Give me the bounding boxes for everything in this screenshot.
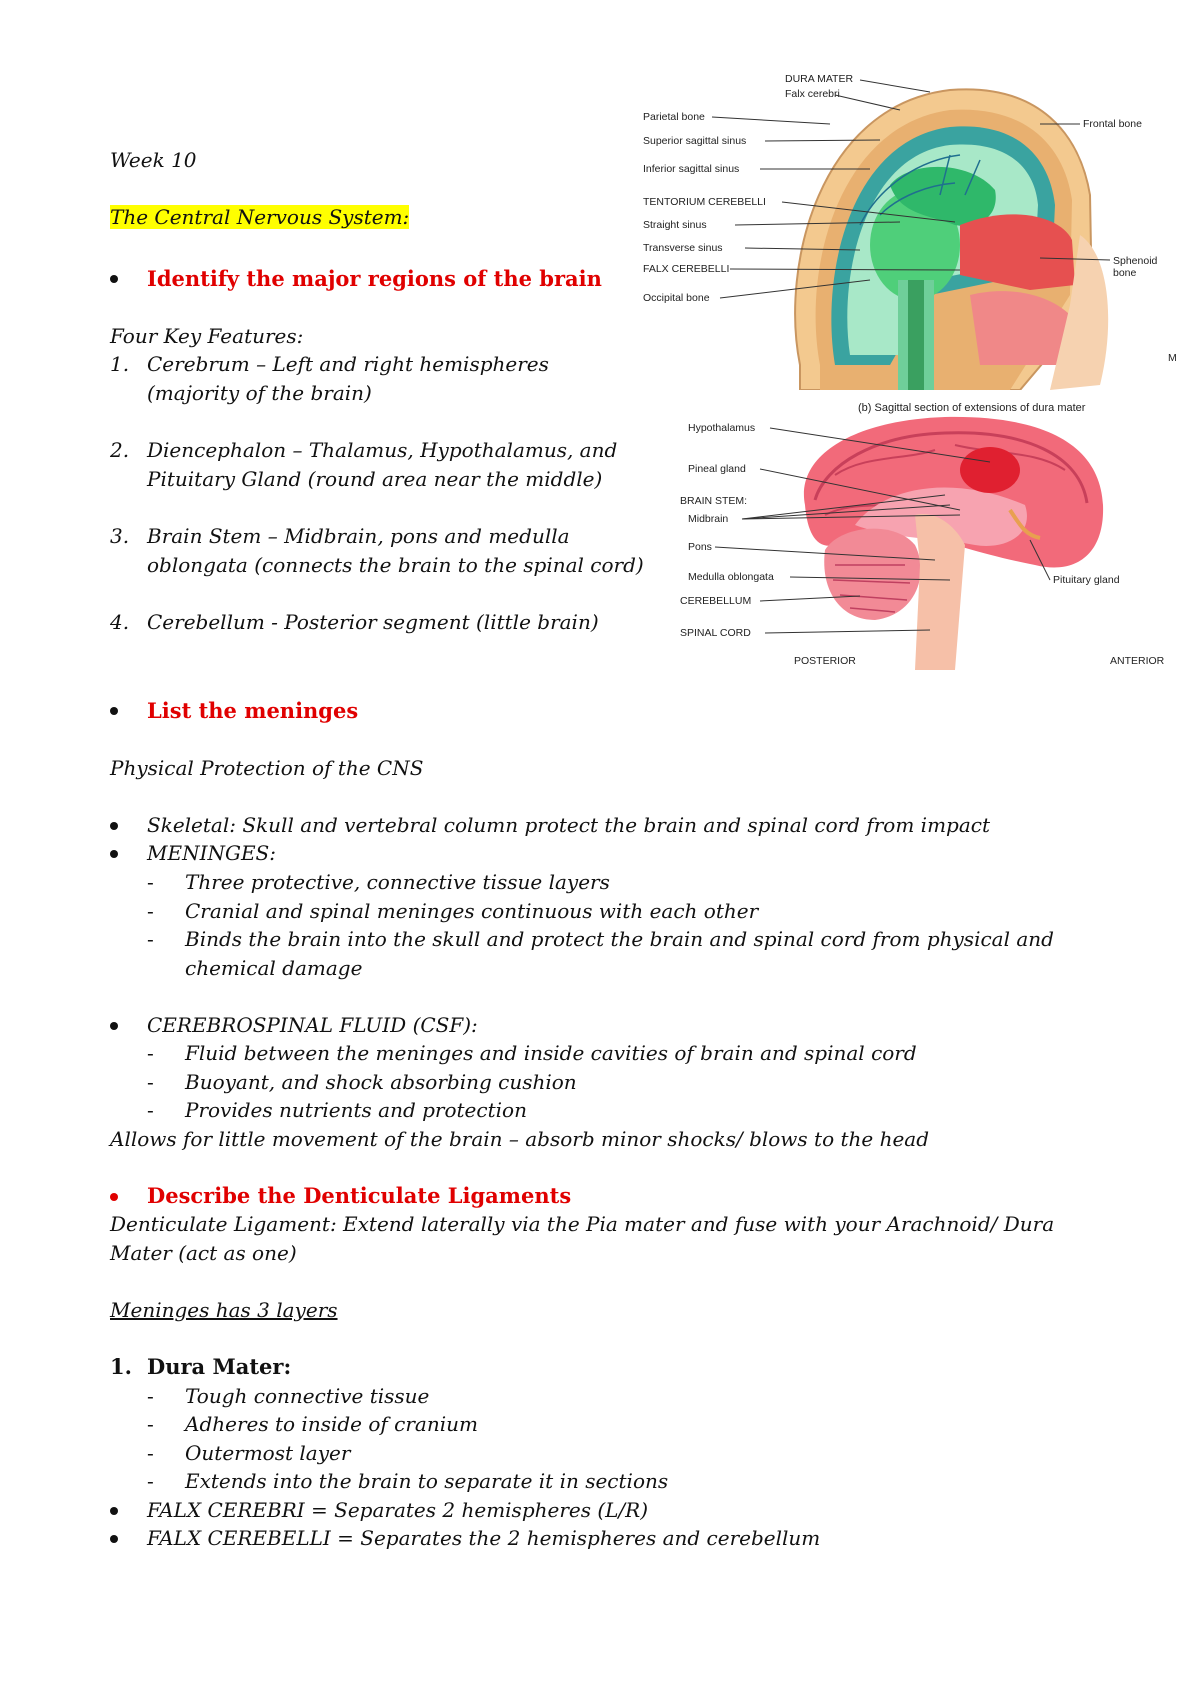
meninges-item-1: Three protective, connective tissue layers	[185, 870, 610, 894]
bullet-csf	[110, 1022, 118, 1030]
label-anterior: ANTERIOR	[1110, 655, 1165, 667]
bullet-skeletal	[110, 822, 118, 830]
label-sphenoid: Sphenoid	[1113, 255, 1158, 267]
feature-1-line2: (majority of the brain)	[147, 381, 372, 405]
skeletal-text: Skeletal: Skull and vertebral column protect the brain and spinal cord from impact	[147, 813, 990, 837]
label-tentorium-cerebelli: TENTORIUM CEREBELLI	[643, 196, 766, 208]
feature-3-num: 3.	[110, 524, 130, 548]
label-posterior: POSTERIOR	[794, 655, 856, 667]
label-falx-cerebelli: FALX CEREBELLI	[643, 263, 730, 275]
bullet-obj2	[110, 707, 118, 715]
label-pons: Pons	[688, 541, 712, 553]
feature-2-line2: Pituitary Gland (round area near the middle)	[147, 467, 603, 491]
dura-item-1: Tough connective tissue	[185, 1384, 430, 1408]
csf-item-2: Buoyant, and shock absorbing cushion	[185, 1070, 577, 1094]
label-sphenoid-bone: bone	[1113, 267, 1137, 279]
label-falx-cerebri: Falx cerebri	[785, 88, 840, 100]
feature-4-num: 4.	[110, 610, 130, 634]
label-parietal-bone: Parietal bone	[643, 111, 705, 123]
bullet-falx-cerebri	[110, 1507, 118, 1515]
figure-b-caption: (b) Sagittal section of extensions of dura mater	[858, 402, 1086, 414]
objective-regions: Identify the major regions of the brain	[147, 266, 602, 291]
week-heading: Week 10	[110, 148, 197, 172]
bullet-falx-cerebelli	[110, 1535, 118, 1543]
label-midbrain: Midbrain	[688, 513, 729, 525]
label-dura-mater: DURA MATER	[785, 73, 854, 85]
objective-meninges: List the meninges	[147, 698, 359, 723]
label-pineal-gland: Pineal gland	[688, 463, 746, 475]
topic-heading: The Central Nervous System:	[110, 205, 410, 229]
label-inferior-sagittal-sinus: Inferior sagittal sinus	[643, 163, 740, 175]
dura-num: 1.	[110, 1354, 132, 1379]
label-cerebellum: CEREBELLUM	[680, 595, 752, 607]
meninges-item-3: Binds the brain into the skull and protect the brain and spinal cord from physical and	[185, 927, 1054, 951]
bullet-meninges	[110, 850, 118, 858]
topic-wrap	[110, 203, 409, 231]
label-m: M	[1168, 352, 1177, 364]
csf-note: Allows for little movement of the brain – absorb minor shocks/ blows to the head	[110, 1127, 930, 1151]
meninges-item-3-cont: chemical damage	[185, 956, 363, 980]
csf-label: CEREBROSPINAL FLUID (CSF):	[147, 1013, 478, 1037]
dash: -	[147, 1469, 154, 1493]
dash: -	[147, 927, 154, 951]
dash: -	[147, 1070, 154, 1094]
feature-3-line2: oblongata (connects the brain to the spinal cord)	[147, 553, 644, 577]
label-occipital-bone: Occipital bone	[643, 292, 710, 304]
label-superior-sagittal-sinus: Superior sagittal sinus	[643, 135, 747, 147]
meninges-label: MENINGES:	[147, 841, 276, 865]
feature-1-line1: Cerebrum – Left and right hemispheres	[147, 352, 549, 376]
denticulate-line2: Mater (act as one)	[110, 1241, 297, 1265]
label-medulla-oblongata: Medulla oblongata	[688, 571, 774, 583]
falx-cerebelli-text: FALX CEREBELLI = Separates the 2 hemispheres and cerebellum	[147, 1526, 821, 1550]
feature-3-line1: Brain Stem – Midbrain, pons and medulla	[147, 524, 570, 548]
features-heading: Four Key Features:	[110, 324, 304, 348]
dash: -	[147, 1441, 154, 1465]
layers-heading: Meninges has 3 layers	[110, 1298, 338, 1322]
label-pituitary-gland: Pituitary gland	[1053, 574, 1120, 586]
dash: -	[147, 1098, 154, 1122]
feature-4-line1: Cerebellum - Posterior segment (little brain)	[147, 610, 599, 634]
csf-item-3: Provides nutrients and protection	[185, 1098, 527, 1122]
label-transverse-sinus: Transverse sinus	[643, 242, 723, 254]
label-frontal-bone: Frontal bone	[1083, 118, 1142, 130]
dash: -	[147, 1384, 154, 1408]
denticulate-line1: Denticulate Ligament: Extend laterally via the Pia mater and fuse with your Arachnoid/ Dura	[110, 1212, 1055, 1236]
dura-title: Dura Mater:	[147, 1354, 292, 1379]
label-hypothalamus: Hypothalamus	[688, 422, 756, 434]
dash: -	[147, 1041, 154, 1065]
objective-denticulate: Describe the Denticulate Ligaments	[147, 1183, 572, 1208]
dura-item-3: Outermost layer	[185, 1441, 351, 1465]
bullet-obj1	[110, 275, 118, 283]
feature-1-num: 1.	[110, 352, 130, 376]
falx-cerebri-text: FALX CEREBRI = Separates 2 hemispheres (L/R)	[147, 1498, 649, 1522]
dura-item-4: Extends into the brain to separate it in sections	[185, 1469, 669, 1493]
label-straight-sinus: Straight sinus	[643, 219, 707, 231]
bullet-obj3	[110, 1193, 118, 1201]
csf-item-1: Fluid between the meninges and inside cavities of brain and spinal cord	[185, 1041, 917, 1065]
feature-2-num: 2.	[110, 438, 130, 462]
feature-2-line1: Diencephalon – Thalamus, Hypothalamus, and	[147, 438, 618, 462]
meninges-item-2: Cranial and spinal meninges continuous with each other	[185, 899, 759, 923]
dash: -	[147, 1412, 154, 1436]
dash: -	[147, 899, 154, 923]
label-brain-stem: BRAIN STEM:	[680, 495, 748, 507]
label-spinal-cord: SPINAL CORD	[680, 627, 751, 639]
protection-heading: Physical Protection of the CNS	[110, 756, 424, 780]
dura-item-2: Adheres to inside of cranium	[185, 1412, 478, 1436]
dash: -	[147, 870, 154, 894]
